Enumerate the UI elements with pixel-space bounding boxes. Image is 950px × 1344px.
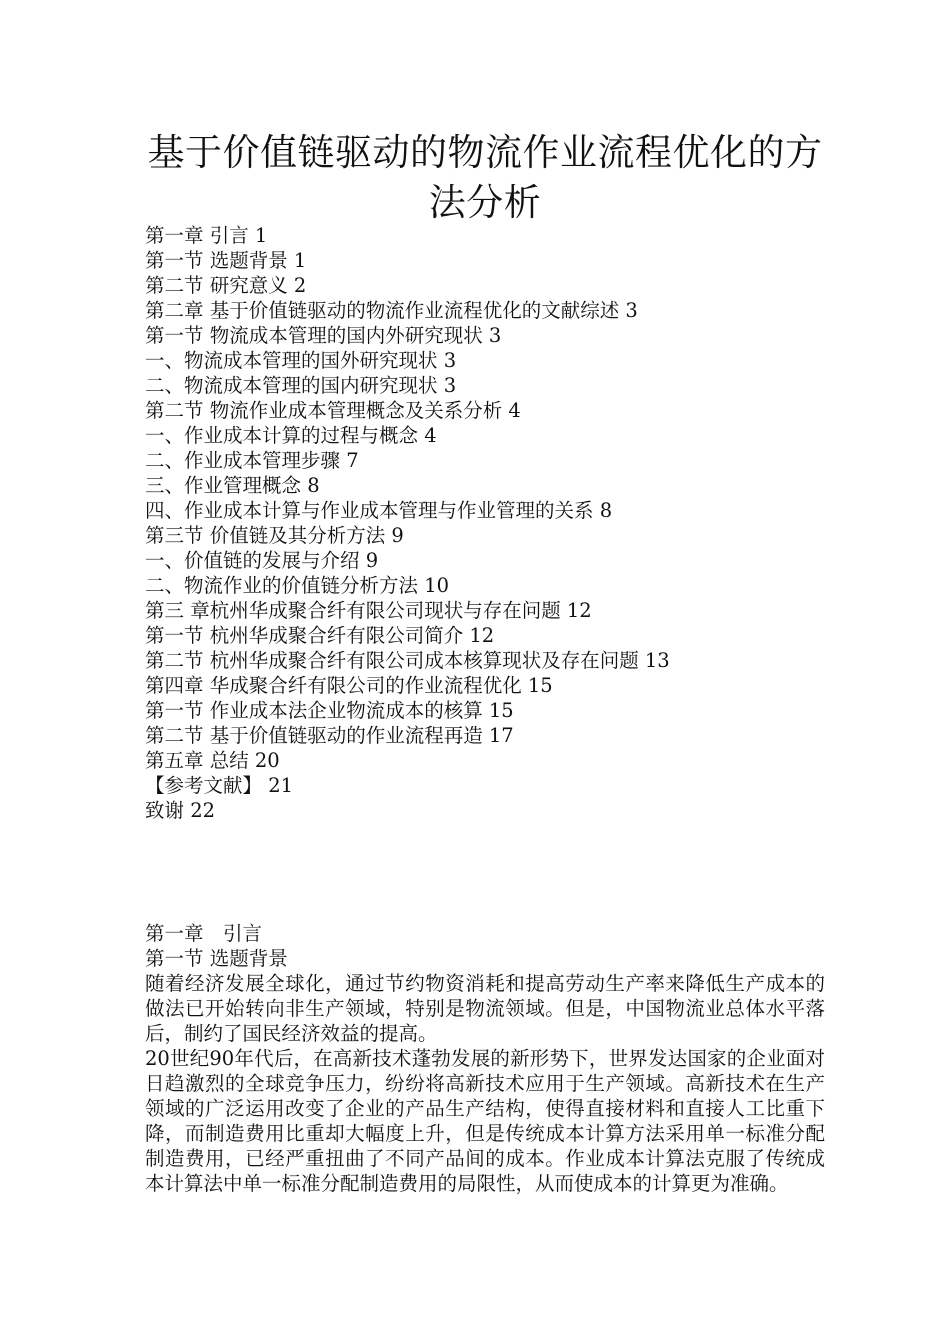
toc-entry[interactable]: 第三节 价值链及其分析方法 9 — [145, 524, 404, 547]
toc-entry[interactable]: 致谢 22 — [145, 799, 216, 822]
toc-entry[interactable]: 二、物流成本管理的国内研究现状 3 — [145, 374, 457, 397]
body-section — [145, 921, 825, 1196]
toc-entry[interactable]: 四、作业成本计算与作业成本管理与作业管理的关系 8 — [145, 499, 613, 522]
toc-entry[interactable]: 第一章 引言 1 — [145, 224, 268, 247]
toc-entry[interactable]: 第四章 华成聚合纤有限公司的作业流程优化 15 — [145, 674, 553, 697]
toc-entry[interactable]: 第一节 选题背景 1 — [145, 249, 307, 272]
toc-entry[interactable]: 第二节 研究意义 2 — [145, 274, 307, 297]
toc-entry[interactable]: 第一节 物流成本管理的国内外研究现状 3 — [145, 324, 502, 347]
table-of-contents — [145, 223, 845, 823]
toc-entry[interactable]: 第二节 基于价值链驱动的作业流程再造 17 — [145, 724, 514, 747]
title-line-2: 法分析 — [428, 181, 542, 224]
toc-entry[interactable]: 第二节 物流作业成本管理概念及关系分析 4 — [145, 399, 521, 422]
toc-entry[interactable]: 第二节 杭州华成聚合纤有限公司成本核算现状及存在问题 13 — [145, 649, 670, 672]
toc-entry[interactable]: 一、价值链的发展与介绍 9 — [145, 549, 379, 572]
toc-entry[interactable]: 第一节 杭州华成聚合纤有限公司简介 12 — [145, 624, 495, 647]
title-line-1: 基于价值链驱动的物流作业流程优化的方 — [147, 131, 823, 174]
toc-entry[interactable]: 【参考文献】 21 — [145, 774, 294, 797]
toc-entry[interactable]: 一、作业成本计算的过程与概念 4 — [145, 424, 437, 447]
toc-entry[interactable]: 第一节 作业成本法企业物流成本的核算 15 — [145, 699, 514, 722]
toc-entry[interactable]: 三、作业管理概念 8 — [145, 474, 320, 497]
section-heading: 第一节 选题背景 — [145, 947, 288, 970]
chapter-heading: 第一章 引言 — [145, 922, 263, 945]
body-paragraph: 随着经济发展全球化，通过节约物资消耗和提高劳动生产率来降低生产成本的做法已开始转向非生产领域，特别是物流领域。但是，中国物流业总体水平落后，制约了国民经济效益的提高。 — [145, 972, 825, 1045]
toc-entry[interactable]: 二、作业成本管理步骤 7 — [145, 449, 359, 472]
toc-entry[interactable]: 第二章 基于价值链驱动的物流作业流程优化的文献综述 3 — [145, 299, 638, 322]
toc-entry[interactable]: 一、物流成本管理的国外研究现状 3 — [145, 349, 457, 372]
document-title — [140, 128, 830, 228]
toc-entry[interactable]: 第五章 总结 20 — [145, 749, 280, 772]
toc-entry[interactable]: 二、物流作业的价值链分析方法 10 — [145, 574, 450, 597]
body-paragraph: 20世纪90年代后，在高新技术蓬勃发展的新形势下，世界发达国家的企业面对日趋激烈的全球竞争压力，纷纷将高新技术应用于生产领域。高新技术在生产领域的广泛运用改变了企业的产品生产结构，使得直接材料和直接人工比重下降，而制造费用比重却大幅度上升，但是传统成本计算方法采用单一标准分配制造费用，已经严重扭曲了不同产品间的成本。作业成本计算法克服了传统成本计算法中单一标准分配制造费用的局限性，从而使成本的计算更为准确。 — [145, 1047, 825, 1195]
toc-entry[interactable]: 第三 章杭州华成聚合纤有限公司现状与存在问题 12 — [145, 599, 592, 622]
